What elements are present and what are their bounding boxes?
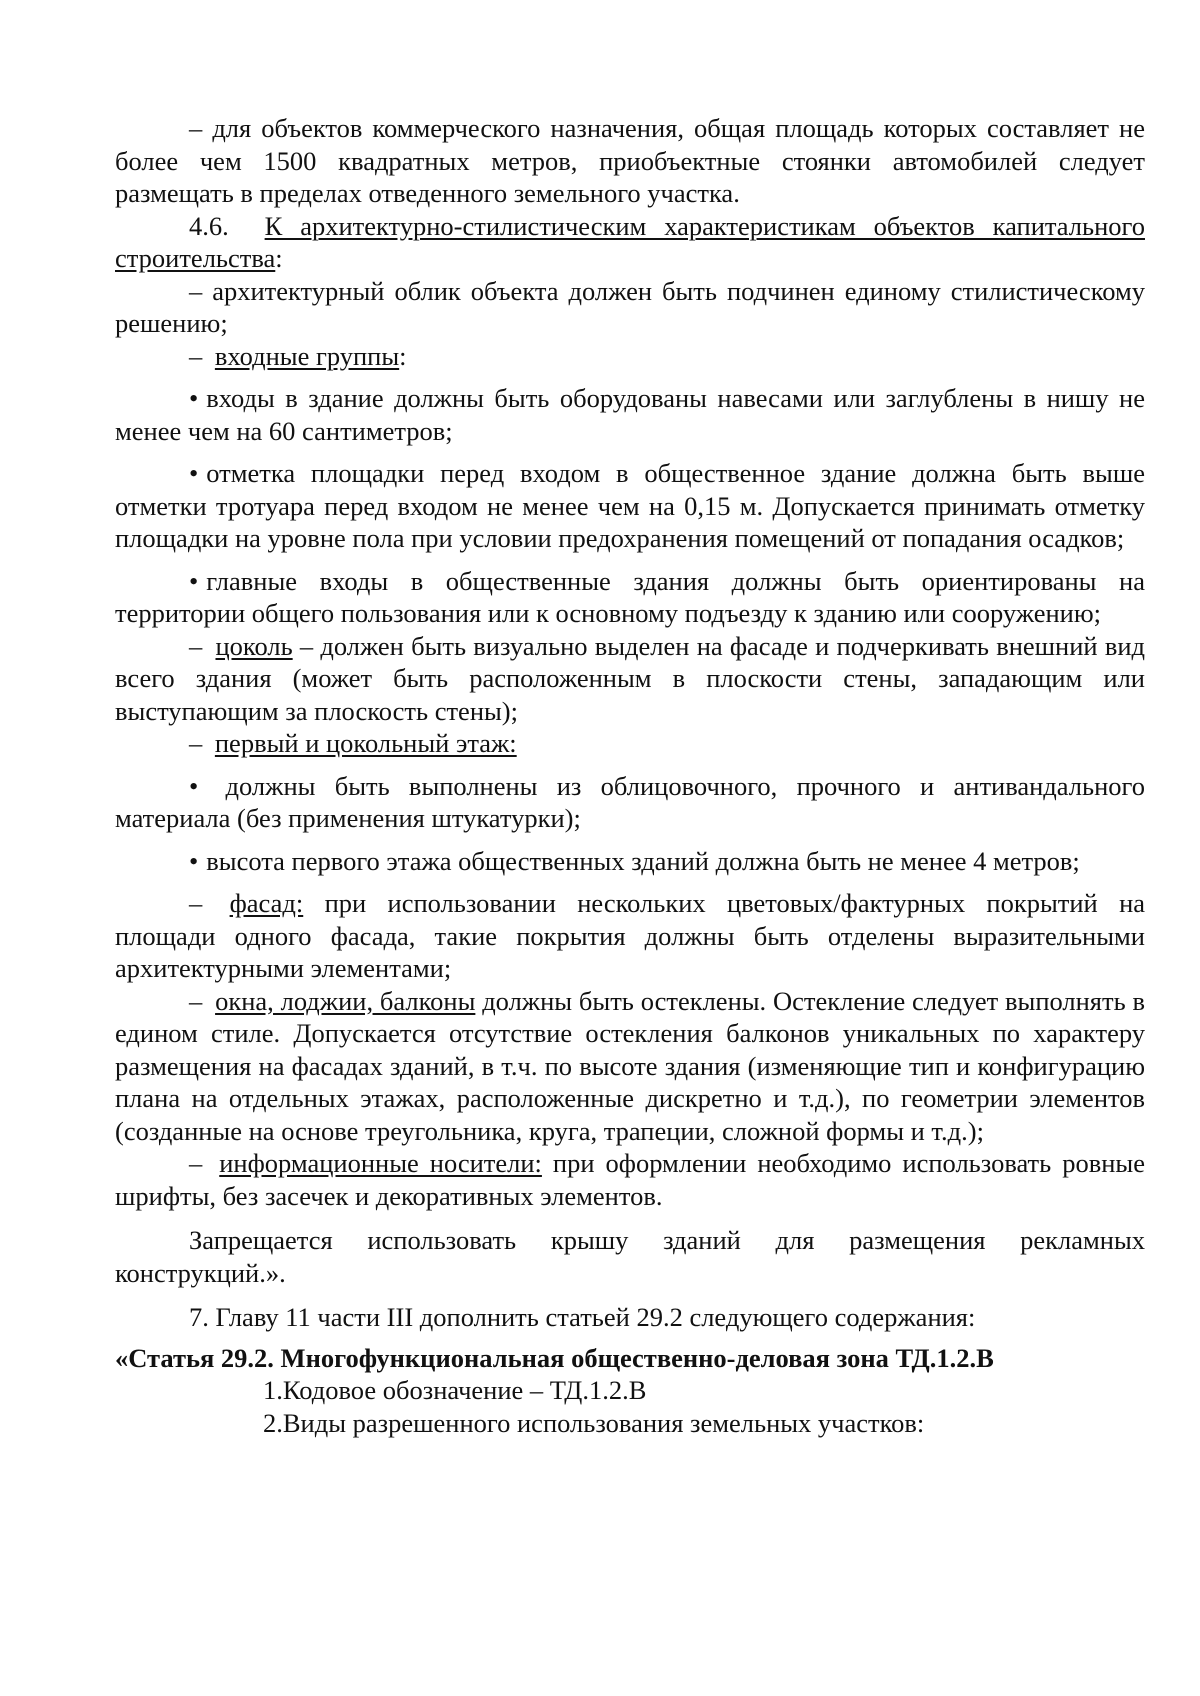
paragraph-roof-prohibition <box>115 1224 1145 1289</box>
paragraph-text: при использовании нескольких цветовых/фактурных покрытий на площади одного фасада, такие покрытия должны быть отделены выразительными архитектурными элементами; <box>115 888 1146 983</box>
bullet-text: должны быть выполнены из облицовочного, прочного и антивандального материала (без применения штукатурки); <box>115 770 1145 833</box>
underlined-term: цоколь <box>215 630 293 661</box>
paragraph-entrance-groups <box>115 340 1145 373</box>
document-page <box>115 112 1145 1439</box>
bullet-icon: • <box>189 845 199 876</box>
list-number: 2. <box>263 1407 283 1438</box>
section-title-underlined: К архитектурно-стилистическим характеристикам объектов капитального строительства <box>115 210 1145 273</box>
bullet-main-entrances <box>115 565 1145 630</box>
underlined-term: первый и цокольный этаж: <box>214 728 517 758</box>
dash-marker: – <box>189 985 203 1016</box>
bullet-icon: • <box>189 770 199 801</box>
dash-marker: – <box>189 1148 203 1178</box>
dash-marker: – <box>189 340 203 371</box>
section-colon: : <box>275 243 283 273</box>
paragraph-facade <box>115 887 1145 985</box>
paragraph-text: – архитектурный облик объекта должен быть подчинен единому стилистическому решению; <box>115 275 1145 338</box>
bullet-text: отметка площадки перед входом в общественное здание должна быть выше отметки тротуара перед входом не менее чем на 0,15 м. Допускается принимать отметку площадки на уровне пола при условии предохранения помещений от попадания осадков; <box>115 458 1145 553</box>
paragraph-item-7 <box>115 1301 1145 1334</box>
paragraph-text: 7. Главу 11 части III дополнить статьей 29.2 следующего содержания: <box>189 1302 976 1332</box>
bullet-icon: • <box>189 383 199 413</box>
bullet-text: высота первого этажа общественных зданий должна быть не менее 4 метров; <box>206 845 1080 876</box>
term-colon: : <box>399 340 407 371</box>
dash-marker: – <box>189 728 203 758</box>
list-item <box>115 1374 1145 1407</box>
bullet-icon: • <box>189 458 199 488</box>
paragraph-commercial-parking <box>115 112 1145 210</box>
paragraph-4-6 <box>115 210 1145 275</box>
underlined-term: окна, лоджии, балконы <box>215 985 476 1016</box>
paragraph-text: при оформлении необходимо использовать ровные шрифты, без засечек и декоративных элементов. <box>115 1148 1145 1211</box>
paragraph-text: Запрещается использовать крышу зданий для размещения рекламных конструкций.». <box>115 1225 1145 1288</box>
bullet-entrances-canopies <box>115 382 1145 447</box>
paragraph-text: должны быть остеклены. Остекление следует выполнять в едином стиле. Допускается отсутствие остекления балконов уникальных по характеру размещения на фасадах зданий, в т.ч. по высоте здания (изменяющие тип и конфигурацию плана на отдельных этажах, расположенные дискретно и т.д.), по геометрии элементов (созданные на основе треугольника, круга, трапеции, сложной формы и т.д.); <box>115 985 1145 1146</box>
underlined-term: информационные носители: <box>219 1148 542 1178</box>
bullet-text: входы в здание должны быть оборудованы навесами или заглублены в нишу не менее чем на 60 сантиметров; <box>115 383 1145 446</box>
underlined-term: фасад: <box>229 888 304 918</box>
paragraph-info-carriers <box>115 1147 1145 1212</box>
underlined-term: входные группы <box>214 340 400 371</box>
paragraph-text: – для объектов коммерческого назначения, общая площадь которых составляет не более чем 1500 квадратных метров, приобъектные стоянки автомобилей следует размещать в пределах отведенного земельного участка. <box>115 113 1145 208</box>
bullet-floor-height <box>115 845 1145 878</box>
list-number: 1. <box>263 1375 283 1405</box>
paragraph-text: – должен быть визуально выделен на фасаде и подчеркивать внешний вид всего здания (может быть расположенным в плоскости стены, западающим или выступающим за плоскость стены); <box>115 630 1146 726</box>
dash-marker: – <box>189 630 203 661</box>
bullet-cladding-material <box>115 770 1145 835</box>
list-item <box>115 1407 1145 1440</box>
paragraph-first-floor <box>115 727 1145 760</box>
bullet-text: главные входы в общественные здания должны быть ориентированы на территории общего пользования или к основному подъезду к зданию или сооружению; <box>115 565 1145 628</box>
paragraph-plinth <box>115 630 1145 728</box>
list-text: Виды разрешенного использования земельных участков: <box>282 1407 925 1438</box>
paragraph-windows <box>115 985 1145 1148</box>
dash-marker: – <box>189 888 203 918</box>
list-text: Кодовое обозначение – ТД.1.2.В <box>282 1375 647 1405</box>
section-number: 4.6. <box>189 210 229 241</box>
bullet-icon: • <box>189 565 199 596</box>
bullet-platform-mark <box>115 457 1145 555</box>
paragraph-architectural-look <box>115 275 1145 340</box>
article-heading: «Статья 29.2. Многофункциональная общественно-деловая зона ТД.1.2.В <box>115 1342 994 1373</box>
